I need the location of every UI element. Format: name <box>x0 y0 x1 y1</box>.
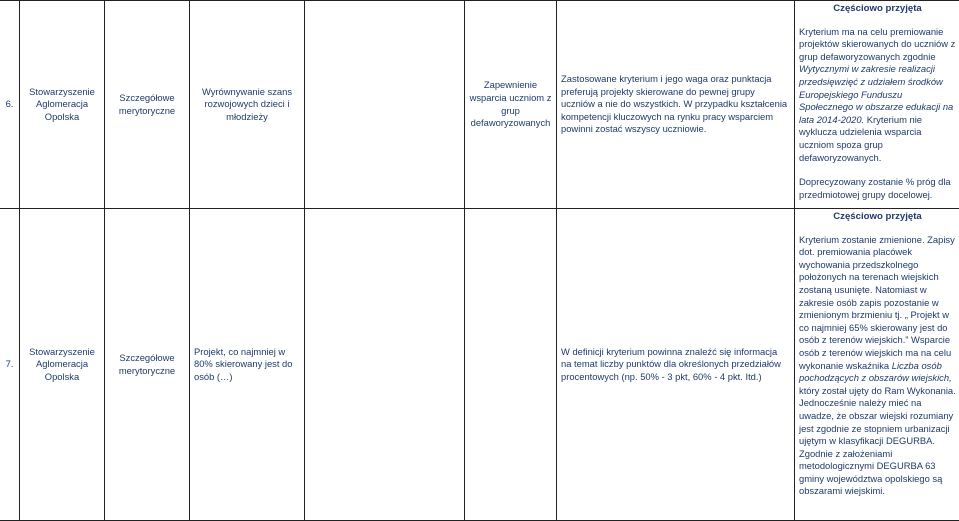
status-label: Częściowo przyjęta <box>799 3 956 16</box>
response-note: Doprecyzowany zostanie % próg dla przedmiotowej grupy docelowej. <box>799 176 956 201</box>
row-number: 6. <box>0 1 20 209</box>
response-text-part: Kryterium ma na celu premiowanie projektów skierowanych do uczniów z grup defaworyzowanych zgodnie <box>799 26 955 62</box>
criterion-type-cell: Szczegółowe merytoryczne <box>105 1 190 209</box>
remark-text: W definicji kryterium powinna znaleźć się informacja na temat liczby punktów dla określonych przedziałów procentowych (np. 50% - 3 pkt, 60% - 4 pkt. Itd.) <box>561 346 790 384</box>
applicant-cell: Stowarzyszenie Aglomeracja Opolska <box>20 1 105 209</box>
response-text <box>799 234 956 498</box>
remark-cell <box>557 209 795 521</box>
response-cell <box>795 1 959 209</box>
response-text <box>799 26 956 165</box>
response-cell <box>795 209 959 521</box>
status-label: Częściowo przyjęta <box>799 211 956 224</box>
table-row <box>0 209 959 521</box>
response-text-part: który został ujęty do Ram Wykonania. Jednocześnie należy mieć na uwadze, że obszar wiejski rozumiany jest zgodnie ze stopniem urbanizacji ujętym w klasyfikacji DEGURBA. Zgodnie z założeniami metodologicznymi DEGURBA 63 gminy województwa opolskiego są obszarami wiejskimi. <box>799 385 956 497</box>
applicant-cell: Stowarzyszenie Aglomeracja Opolska <box>20 209 105 521</box>
table-row <box>0 1 959 209</box>
remark-text: Zastosowane kryterium i jego waga oraz punktacja preferują projekty skierowane do pewnej grupy uczniów a nie do wszystkich. W przypadku kształcenia kompetencji kluczowych na rynku pracy wsparciem powinni zostać wszyscy uczniowie. <box>561 73 790 136</box>
criterion-type-cell: Szczegółowe merytoryczne <box>105 209 190 521</box>
criterion-definition-cell <box>465 209 557 521</box>
response-text-italic: Liczba osób pochodzących z obszarów wiejskich, <box>799 360 952 384</box>
empty-cell <box>305 209 465 521</box>
criterion-definition-cell: Zapewnienie wsparcia uczniom z grup defaworyzowanych <box>465 1 557 209</box>
row-number: 7. <box>0 209 20 521</box>
response-text-italic: Wytycznymi w zakresie realizacji przedsięwzięć z udziałem środków Europejskiego Funduszu Społecznego w obszarze edukacji na lata 2014-2020. <box>799 63 953 124</box>
remark-cell <box>557 1 795 209</box>
criterion-name-cell: Projekt, co najmniej w 80% skierowany jest do osób (…) <box>190 209 305 521</box>
response-text-part: Kryterium zostanie zmienione. Zapisy dot. premiowania placówek wychowania przedszkolnego położonych na terenach wiejskich zostaną usunięte. Natomiast w zakresie osób zapis pozostanie w zmienionym brzmieniu tj. „ Projekt w co najmniej 65% skierowany jest do osób z terenów wiejskich.” Wsparcie osób z terenów wiejskich ma na celu wykonanie wskaźnika <box>799 234 955 371</box>
criterion-name-cell: Wyrównywanie szans rozwojowych dzieci i młodzieży <box>190 1 305 209</box>
response-text-part: Kryterium nie wyklucza udzielenia wsparcia uczniom spoza grup defaworyzowanych. <box>799 114 922 163</box>
empty-cell <box>305 1 465 209</box>
